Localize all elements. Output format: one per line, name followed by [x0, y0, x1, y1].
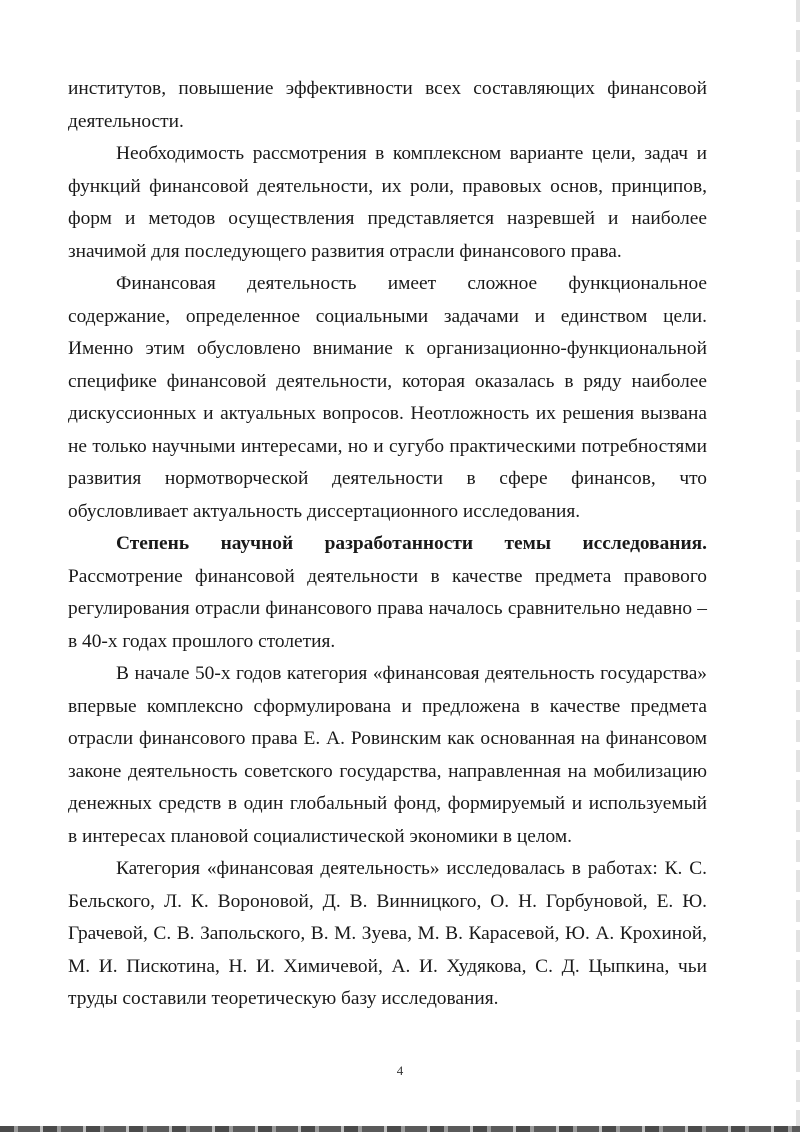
paragraph-6: Категория «финансовая деятельность» исследовалась в работах: К. С. Бельского, Л. К. Вороновой, Д. В. Винницкого, О. Н. Горбуновой, Е. Ю. Грачевой, С. В. Запольского, В. М. Зуева, М. В. Карасевой, Ю. А. Крохиной, М. И. Пискотина, Н. И. Химичевой, А. И. Худякова, С. Д. Цыпкина, чьи труды составили теоретическую базу исследования. [68, 858, 707, 1009]
document-body [68, 73, 707, 1016]
paragraph-2: Необходимость рассмотрения в комплексном варианте цели, задач и функций финансовой деятельности, их роли, правовых основ, принципов, форм и методов осуществления представляется назревшей и наиболее значимой для последующего развития отрасли финансового права. [68, 143, 707, 262]
scan-edge-right [796, 0, 800, 1132]
paragraph-4 [68, 528, 707, 658]
paragraph-1: институтов, повышение эффективности всех составляющих финансовой деятельности. [68, 78, 707, 132]
page-number: 4 [396, 1063, 404, 1078]
scan-edge-bottom [0, 1126, 800, 1132]
section-heading: Степень научной разработанности темы исследования. [116, 533, 707, 554]
paragraph-3: Финансовая деятельность имеет сложное функциональное содержание, определенное социальными задачами и единством цели. Именно этим обусловлено внимание к организационно-функциональной специфике финансовой деятельности, которая оказалась в ряду наиболее дискуссионных и актуальных вопросов. Неотложность их решения вызвана не только научными интересами, но и сугубо практическими потребностями развития нормотворческой деятельности в сфере финансов, что обусловливает актуальность диссертационного исследования. [68, 273, 707, 522]
paragraph-4-text: Рассмотрение финансовой деятельности в качестве предмета правового регулирования отрасли финансового права началось сравнительно недавно – в 40-х годах прошлого столетия. [68, 565, 707, 652]
paragraph-5: В начале 50-х годов категория «финансовая деятельность государства» впервые комплексно сформулирована и предложена в качестве предмета отрасли финансового права Е. А. Ровинским как основанная на финансовом законе деятельность советского государства, направленная на мобилизацию денежных средств в один глобальный фонд, формируемый и используемый в интересах плановой социалистической экономики в целом. [68, 663, 707, 847]
